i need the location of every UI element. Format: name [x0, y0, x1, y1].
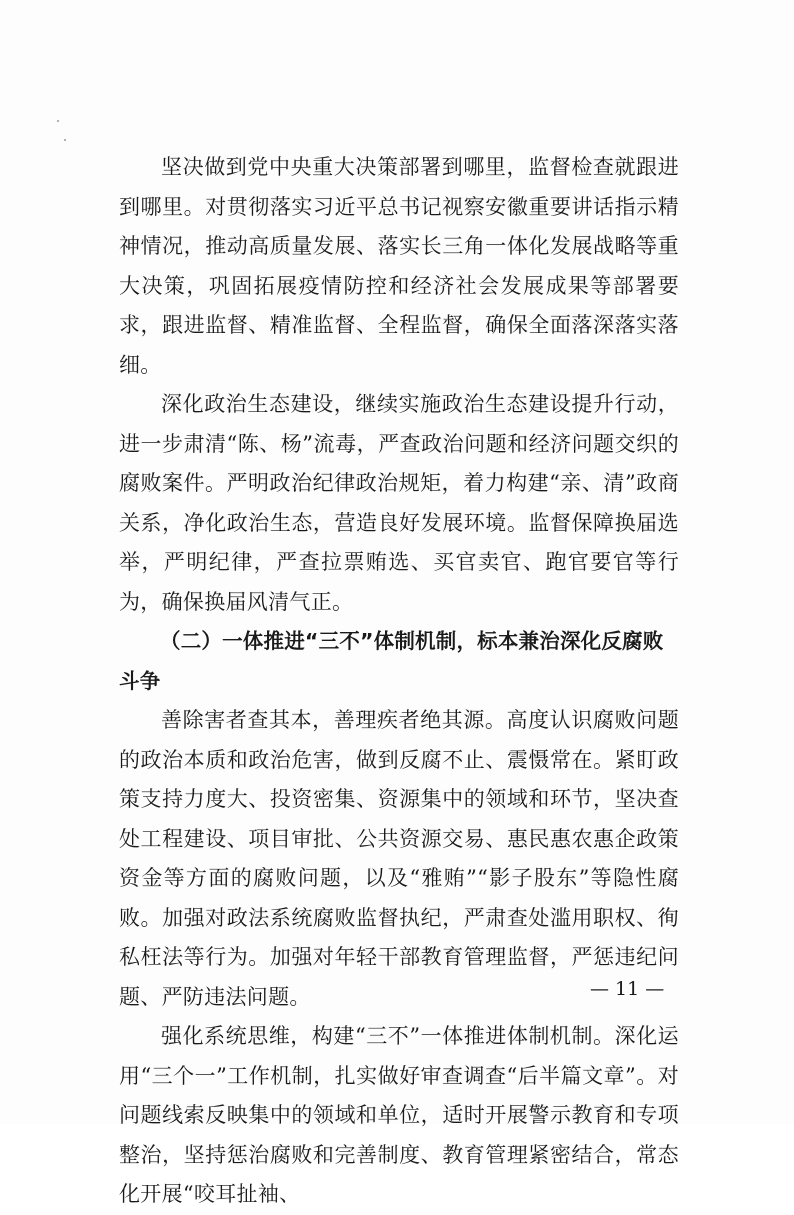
scan-speck	[57, 120, 59, 122]
paragraph-political-ecology: 深化政治生态建设，继续实施政治生态建设提升行动，进一步肃清“陈、杨”流毒，严查政治问题和经济问题交织的腐败案件。严明政治纪律政治规矩，着力构建“亲、清”政商关系，净化政治生态，营造良好发展环境。监督保障换届选举，严明纪律，严查拉票贿选、买官卖官、跑官要官等行为，确保换届风清气正。	[119, 392, 679, 614]
paragraph-supervision: 坚决做到党中央重大决策部署到哪里，监督检查就跟进到哪里。对贯彻落实习近平总书记视察安徽重要讲话指示精神情况，推动高质量发展、落实长三角一体化发展战略等重大决策，巩固拓展疫情防控和经济社会发展成果等部署要求，跟进监督、精准监督、全程监督，确保全面落深落实落细。	[119, 155, 679, 377]
scan-speck	[64, 139, 66, 141]
body-text	[119, 148, 679, 1215]
section-heading: （二）一体推进“三不”体制机制，标本兼治深化反腐败斗争	[119, 629, 664, 693]
paragraph-system-thinking: 强化系统思维，构建“三不”一体推进体制机制。深化运用“三个一”工作机制，扎实做好审查调查“后半篇文章”。对问题线索反映集中的领域和单位，适时开展警示教育和专项整治，坚持惩治腐败和完善制度、教育管理紧密结合，常态化开展“咬耳扯袖、	[119, 1024, 679, 1206]
paragraph-anti-corruption: 善除害者查其本，善理疾者绝其源。高度认识腐败问题的政治本质和政治危害，做到反腐不止、震慑常在。紧盯政策支持力度大、投资密集、资源集中的领域和环节，坚决查处工程建设、项目审批、公共资源交易、惠民惠农惠企政策资金等方面的腐败问题，以及“雅贿”“影子股东”等隐性腐败。加强对政法系统腐败监督执纪，严肃查处滥用职权、徇私枉法等行为。加强对年轻干部教育管理监督，严惩违纪问题、严防违法问题。	[119, 708, 679, 1009]
page-number: — 11 —	[590, 978, 665, 1000]
